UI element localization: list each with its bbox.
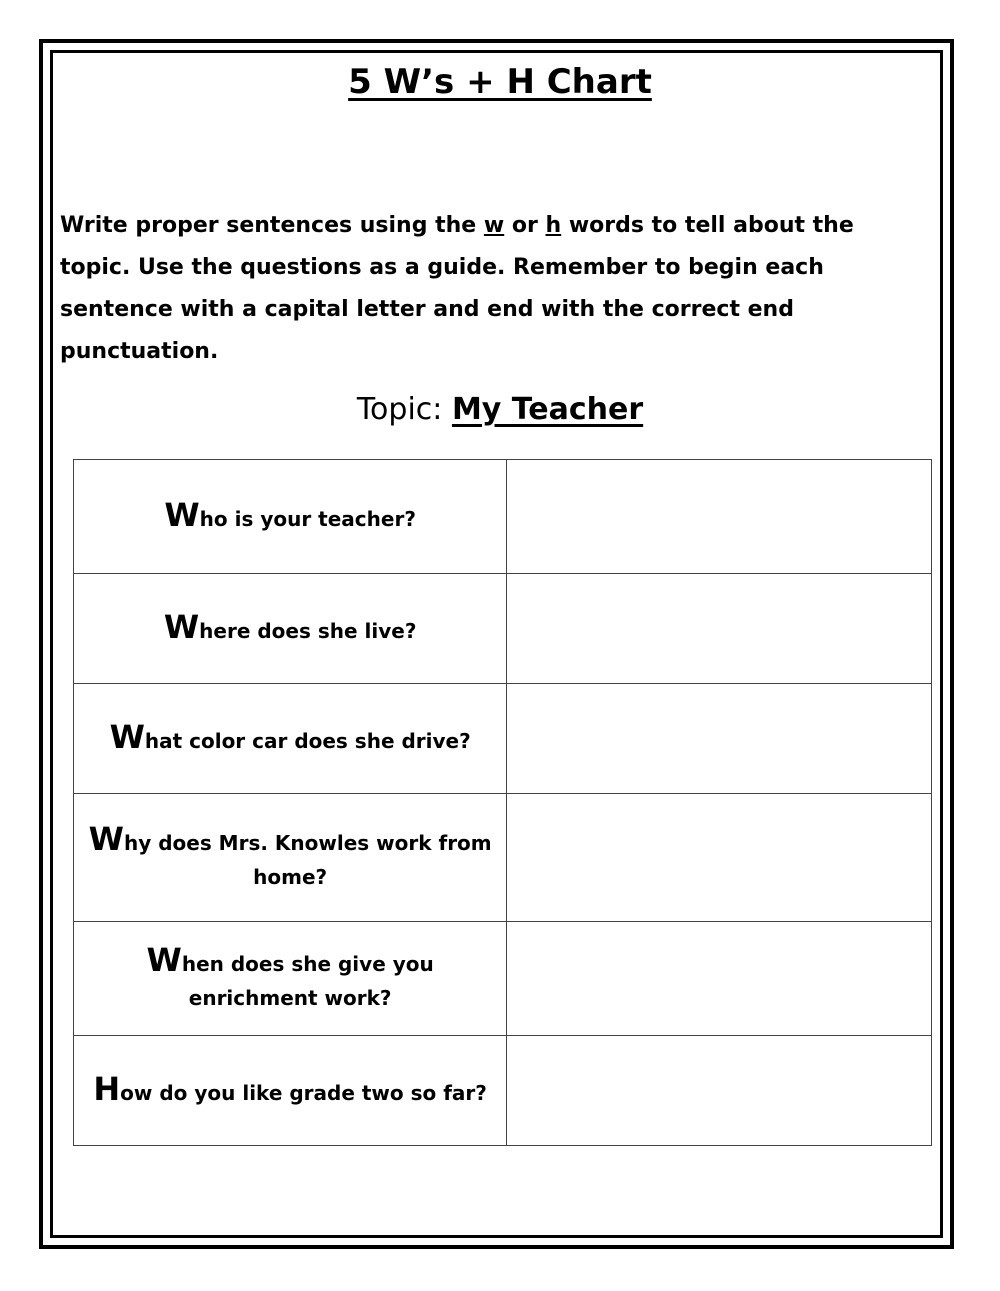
answer-cell[interactable] — [507, 794, 932, 922]
answer-cell[interactable] — [507, 460, 932, 574]
table-row — [74, 574, 932, 684]
instructions-text-1: Write proper sentences using the — [60, 213, 484, 238]
question-cell: Why does Mrs. Knowles work from home? — [74, 794, 507, 922]
answer-cell[interactable] — [507, 574, 932, 684]
question-cell: When does she give you enrichment work? — [74, 922, 507, 1036]
instructions-text-3: words to tell about the topic. Use the questions as a guide. Remember to begin each sentence with a capital letter and end with the correct end punctuation. — [60, 213, 854, 364]
instructions — [60, 205, 920, 373]
question-table — [73, 459, 932, 1146]
question-cell: How do you like grade two so far? — [74, 1036, 507, 1146]
page-title: 5 W’s + H Chart — [348, 62, 652, 102]
instructions-h: h — [545, 213, 562, 238]
table-row — [74, 684, 932, 794]
instructions-text-2: or — [504, 213, 546, 238]
question-cell: Who is your teacher? — [74, 460, 507, 574]
topic-value: My Teacher — [451, 392, 644, 427]
table-row — [74, 922, 932, 1036]
topic-line — [0, 392, 1000, 427]
topic-label: Topic: — [356, 392, 452, 427]
answer-cell[interactable] — [507, 922, 932, 1036]
table-row — [74, 1036, 932, 1146]
question-cell: Where does she live? — [74, 574, 507, 684]
table-row — [74, 460, 932, 574]
instructions-w: w — [483, 213, 505, 238]
question-cell: What color car does she drive? — [74, 684, 507, 794]
answer-cell[interactable] — [507, 684, 932, 794]
answer-cell[interactable] — [507, 1036, 932, 1146]
table-row — [74, 794, 932, 922]
